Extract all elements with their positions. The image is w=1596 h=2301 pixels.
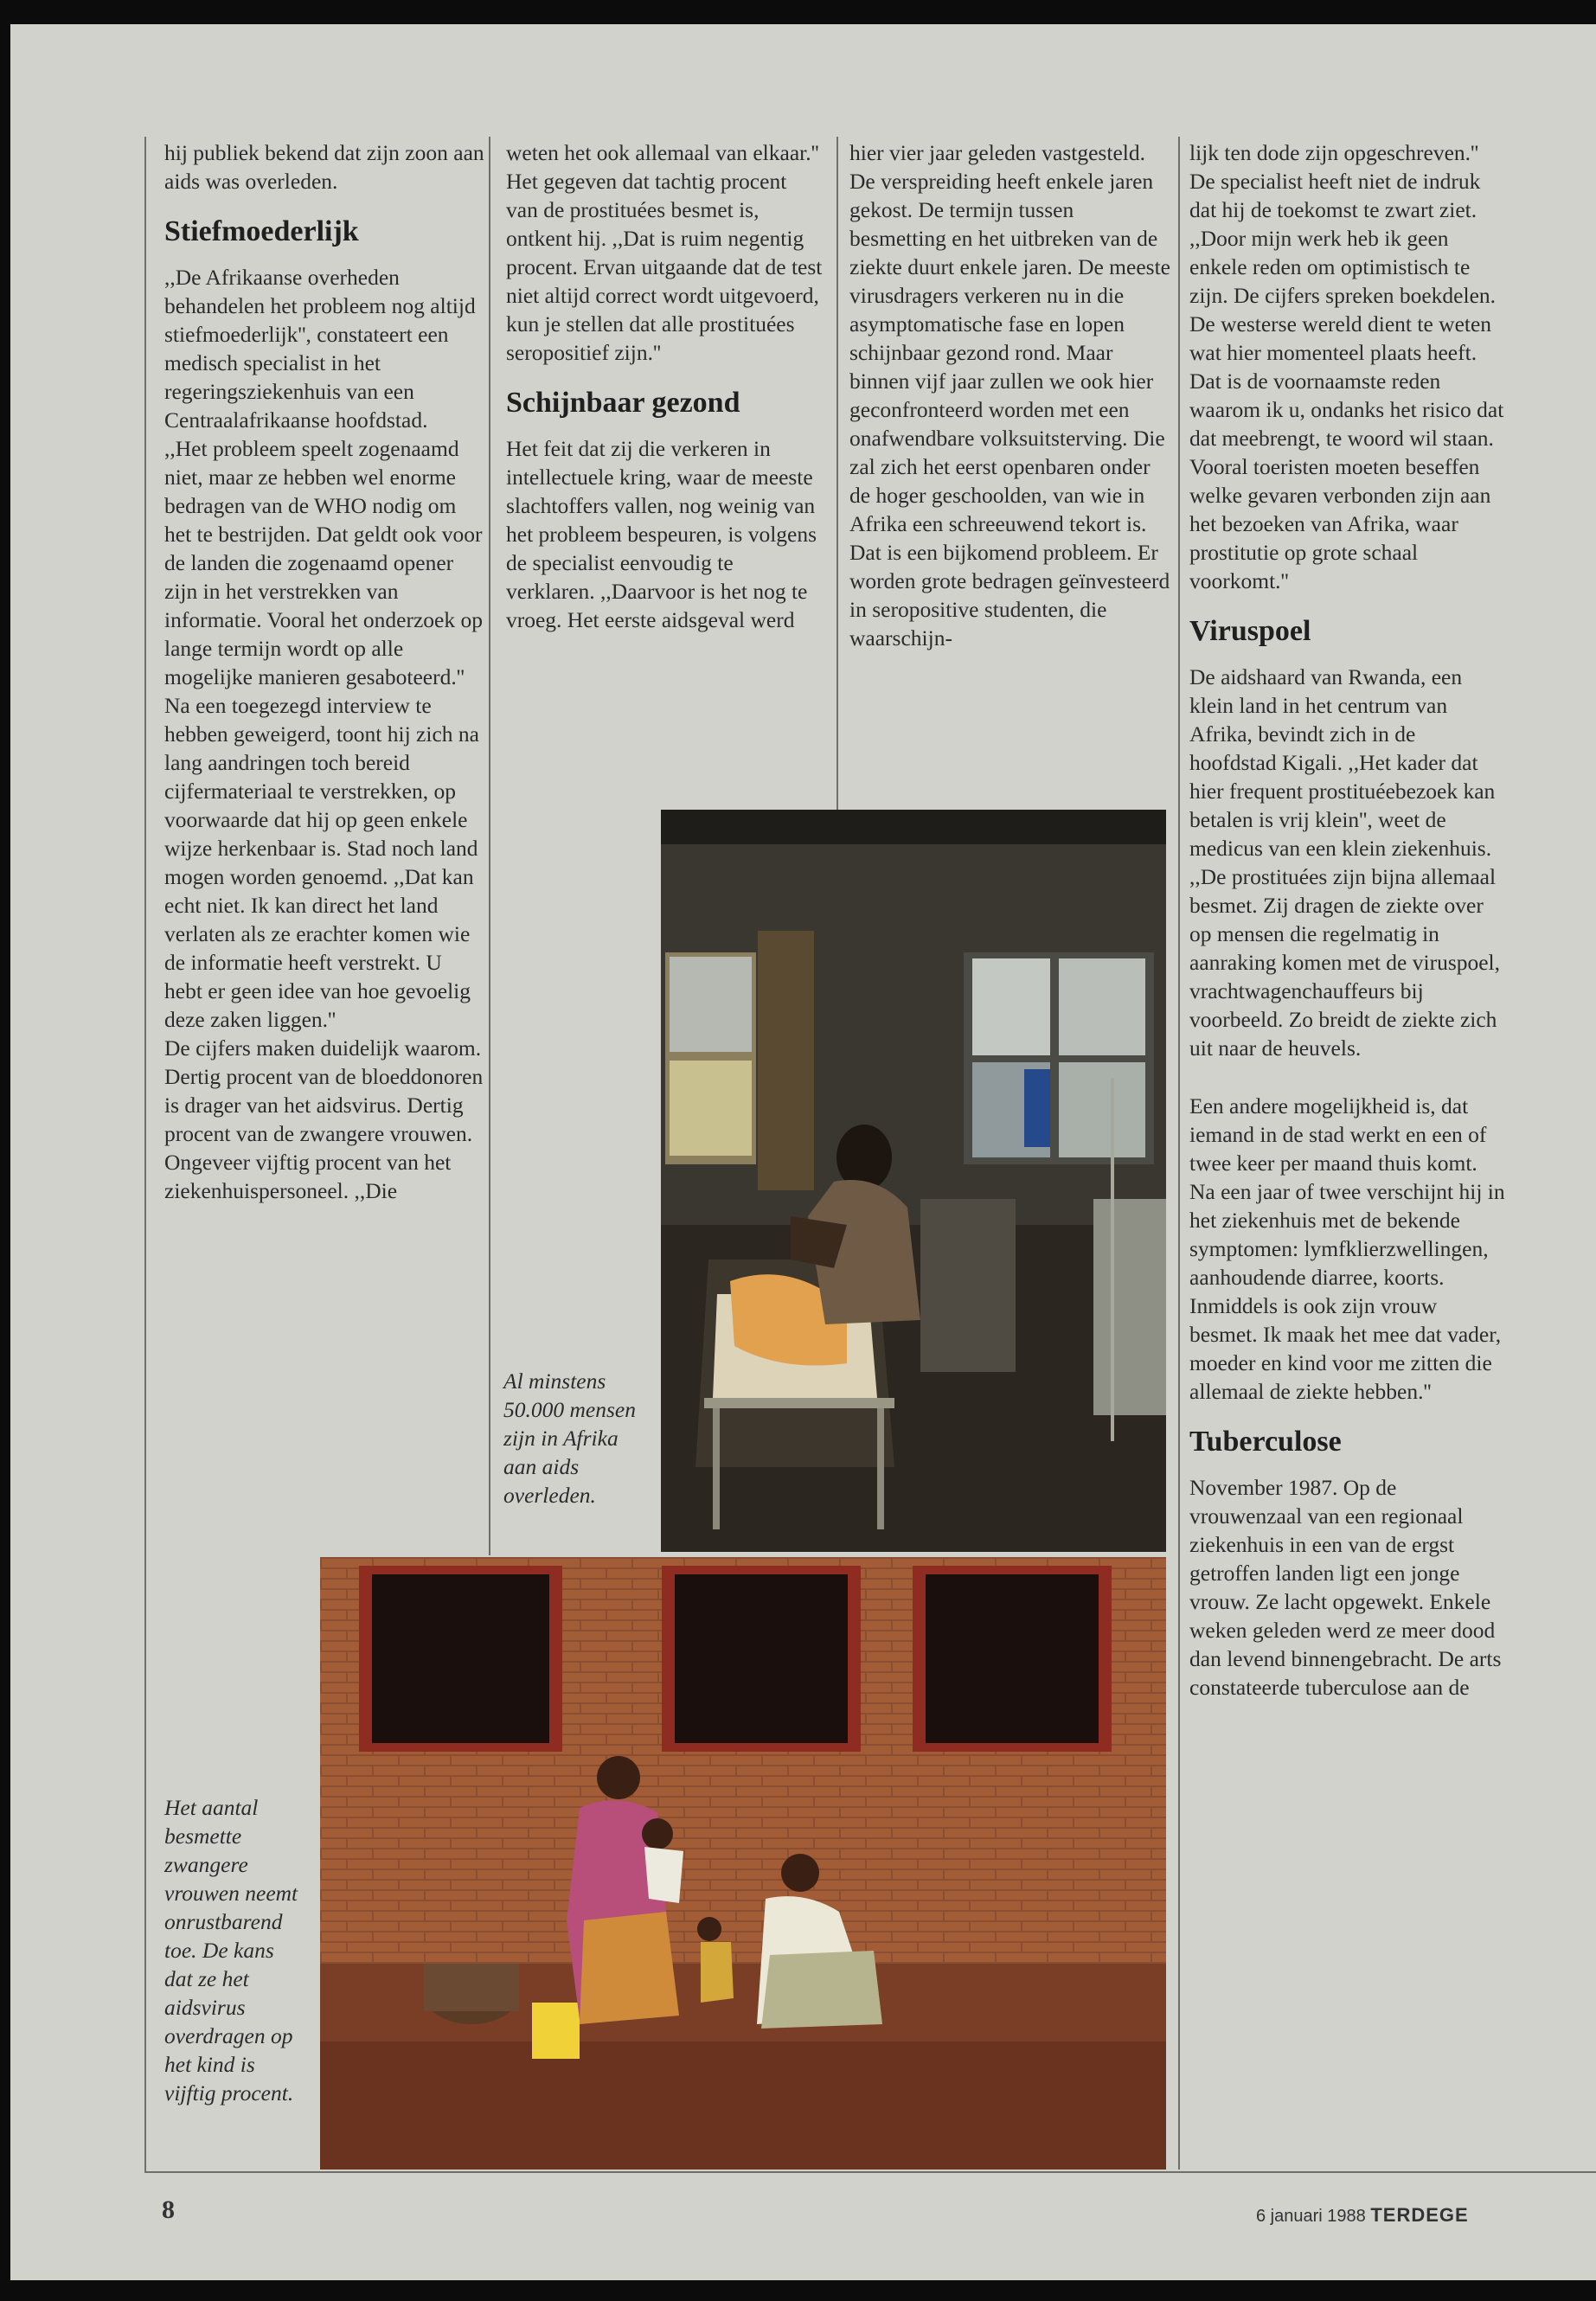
col3-paragraph: hier vier jaar geleden vastgesteld. De verspreiding heeft enkele jaren gekost. De termijn tussen besmetting en het uitbreken van de ziekte duurt enkele jaren. De meeste virusdragers verkeren nu in die asymptomatische fase en lopen schijnbaar gezond rond. Maar binnen vijf jaar zullen we ook hier geconfronteerd worden met een onafwendbare volksuitsterving. Die zal zich het eerst openbaren onder de hoger geschoolden, van wie in Afrika een schreeuwend tekort is. Dat is een bijkomend probleem. Er worden grote bedragen geïnvesteerd in seropositive studenten, die waarschijn- xyxy=(849,140,1170,651)
col4-paragraph: De aidshaard van Rwanda, een klein land in het centrum van Afrika, bevindt zich in de hoofdstad Kigali. ,,Het kader dat hier frequent prostituéebezoek kan betalen is vrij klein'', weet de medicus van een klein ziekenhuis. ,,De prostituées zijn bijna allemaal besmet. Zij dragen de ziekte over op mensen die regelmatig in aanraking komen met de viruspoel, vrachtwagenchauffeurs bij voorbeeld. Zo breidt de ziekte zich uit naar de heuvels. xyxy=(1189,664,1501,1061)
bottom-rule xyxy=(144,2171,1596,2173)
heading-stiefmoederlijk: Stiefmoederlijk xyxy=(164,215,359,247)
issue-date: 6 januari 1988 xyxy=(1256,2207,1366,2226)
hospital-ward-photo xyxy=(661,810,1166,1552)
column-divider xyxy=(1178,137,1180,2170)
col1-paragraph: Na een toegezegd interview te hebben geweigerd, toont hij zich na lang aandringen toch bereid cijfermateriaal te verstrekken, op voorwaarde dat hij op geen enkele wijze herkenbaar is. Stad noch land mogen worden genoemd. ,,Dat kan echt niet. Ik kan direct het land verlaten als ze erachter komen wie de informatie heeft verstrekt. U hebt er geen idee van hoe gevoelig deze zaken liggen.'' xyxy=(164,693,479,1032)
col4-paragraph: Een andere mogelijkheid is, dat iemand in de stad werkt en een of twee keer per maand thuis komt. Na een jaar of twee verschijnt hij in het ziekenhuis met de bekende symptomen: lymfklierzwellingen, aanhoudende diarree, koorts. Inmiddels is ook zijn vrouw besmet. Ik maak het mee dat vader, moeder en kind voor me zitten die allemaal de ziekte hebben.'' xyxy=(1189,1093,1505,1404)
page-number: 8 xyxy=(162,2195,175,2224)
footer-credit xyxy=(1256,2204,1469,2227)
publication-name: TERDEGE xyxy=(1370,2204,1469,2226)
column-4 xyxy=(1189,138,1505,1702)
caption-hospital-photo: Al minstens 50.000 mensen zijn in Afrika aan aids overleden. xyxy=(503,1368,636,1508)
col1-paragraph: ,,De Afrikaanse overheden behandelen het probleem nog altijd stiefmoederlijk'', constateert een medisch specialist in het regeringsziekenhuis van een Centraalafrikaanse hoofdstad. xyxy=(164,265,476,433)
col2-paragraph: weten het ook allemaal van elkaar.'' Het gegeven dat tachtig procent van de prostituées besmet is, ontkent hij. ,,Dat is ruim negentig procent. Ervan uitgaande dat de test niet altijd correct wordt uitgevoerd, kun je stellen dat alle prostituées seropositief zijn.'' xyxy=(506,140,823,365)
hospital-ward-image xyxy=(661,810,1166,1552)
heading-tuberculose: Tuberculose xyxy=(1189,1426,1342,1458)
col4-paragraph: De specialist heeft niet de indruk dat hij de toekomst te zwart ziet. xyxy=(1189,169,1481,222)
heading-viruspoel: Viruspoel xyxy=(1189,615,1311,647)
col4-paragraph: ,,Door mijn werk heb ik geen enkele reden om optimistisch te zijn. De cijfers spreken boekdelen. De westerse wereld dient te weten wat hier momenteel plaats heeft. Dat is de voornaamste reden waarom ik u, ondanks het risico dat dat meebrengt, te woord wil staan. Vooral toeristen moeten beseffen welke gevaren verbonden zijn aan het bezoeken van Afrika, waar prostitutie op grote schaal voorkomt.'' xyxy=(1189,226,1504,593)
magazine-page xyxy=(10,24,1596,2280)
caption-courtyard-photo: Het aantal besmette zwangere vrouwen neemt onrustbarend toe. De kans dat ze het aidsvirus overdragen op het kind is vijftig procent. xyxy=(164,1795,298,2106)
column-divider xyxy=(836,137,838,811)
col4-paragraph: November 1987. Op de vrouwenzaal van een regionaal ziekenhuis in een van de ergst getroffen landen ligt een jonge vrouw. Ze lacht opgewekt. Enkele weken geleden werd ze meer dood dan levend binnengebracht. De arts constateerde tuberculose aan de xyxy=(1189,1475,1502,1700)
heading-schijnbaar-gezond: Schijnbaar gezond xyxy=(506,387,740,419)
courtyard-women-image xyxy=(320,1557,1166,2170)
col4-paragraph: lijk ten dode zijn opgeschreven.'' xyxy=(1189,140,1479,165)
col1-paragraph: ,,Het probleem speelt zogenaamd niet, maar ze hebben wel enorme bedragen van de WHO nodig om het te bestrijden. Dat geldt ook voor de landen die zogenaamd opener zijn in het verstrekken van informatie. Vooral het onderzoek op lange termijn wordt op alle mogelijke manieren gesaboteerd.'' xyxy=(164,436,483,689)
col2-paragraph: Het feit dat zij die verkeren in intellectuele kring, waar de meeste slachtoffers vallen, nog weinig van het probleem bespeuren, is volgens de specialist eenvoudig te verklaren. ,,Daarvoor is het nog te vroeg. Het eerste aidsgeval werd xyxy=(506,436,817,632)
column-1 xyxy=(164,138,484,1205)
column-2 xyxy=(506,138,823,634)
col1-paragraph: De cijfers maken duidelijk waarom. Dertig procent van de bloeddonoren is drager van het aidsvirus. Dertig procent van de zwangere vrouwen. Ongeveer vijftig procent van het ziekenhuispersoneel. ,,Die xyxy=(164,1035,484,1203)
column-divider xyxy=(489,137,490,1555)
courtyard-women-photo xyxy=(320,1557,1166,2170)
column-3 xyxy=(849,138,1171,652)
col1-intro: hij publiek bekend dat zijn zoon aan aids was overleden. xyxy=(164,140,484,194)
left-border xyxy=(144,137,146,2173)
